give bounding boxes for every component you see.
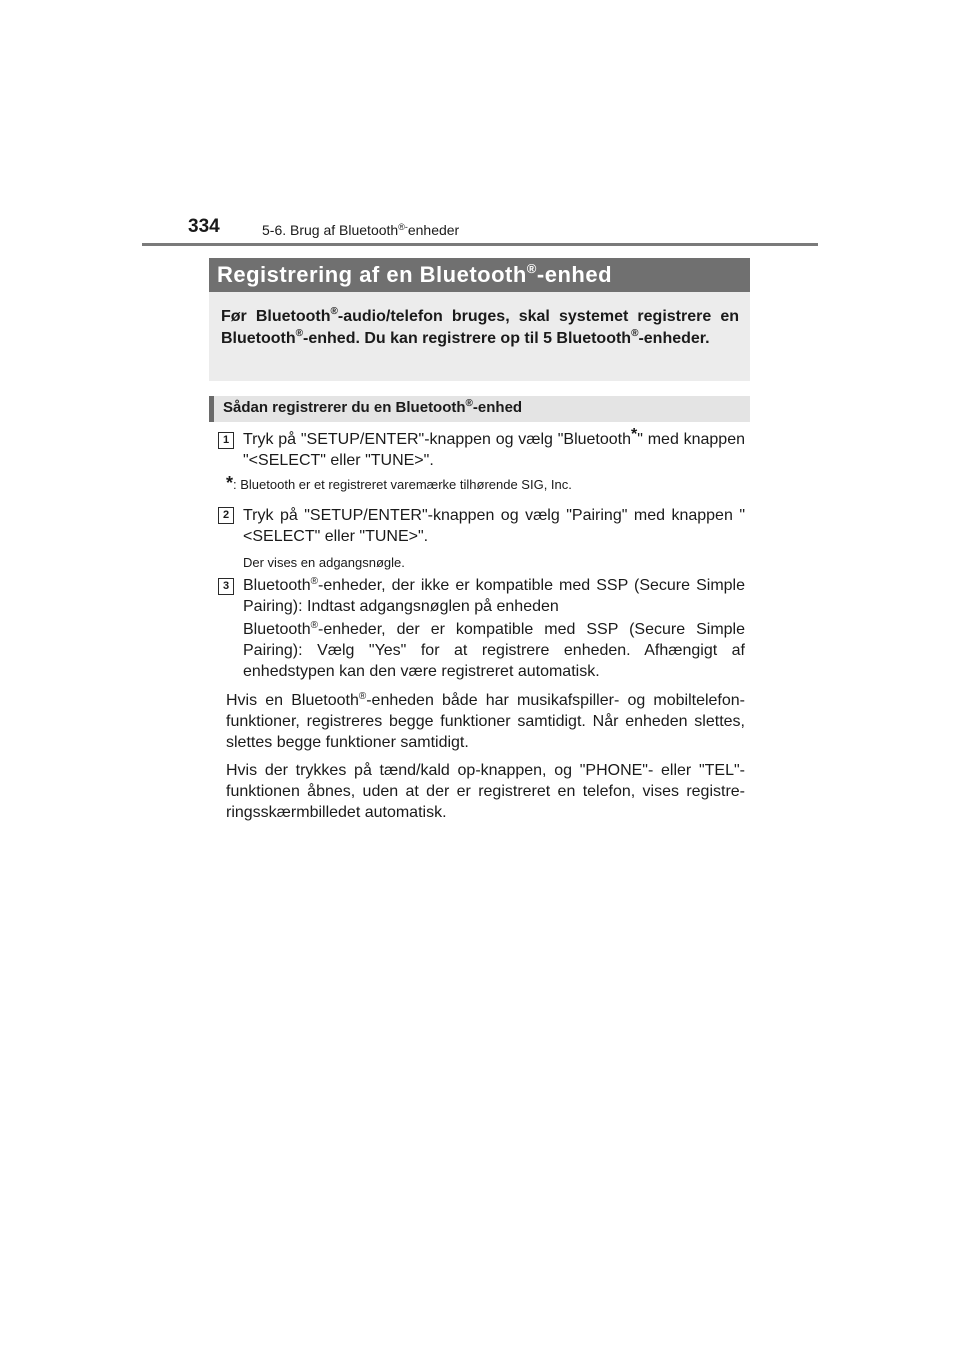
registered-mark: ® xyxy=(310,620,318,631)
page-number: 334 xyxy=(188,216,220,237)
step-number-3: 3 xyxy=(218,578,234,595)
subsection-title xyxy=(209,396,750,422)
section-title-suffix: -enhed xyxy=(536,262,613,287)
registered-mark: ® xyxy=(526,261,537,276)
section-title xyxy=(209,258,750,292)
breadcrumb-text: 5-6. Brug af Bluetooth xyxy=(262,222,399,238)
step-3-text-b-start: Bluetooth xyxy=(243,621,311,638)
registered-mark: ® xyxy=(631,328,639,339)
registered-mark: ® xyxy=(310,576,318,587)
footnote-marker: * xyxy=(226,473,234,493)
footnote xyxy=(226,473,572,494)
paragraph-1-end: -enheden både har musikafspiller- og mobiltelefon-funktioner, registreres begge funktioner samtidigt. Når enheden slettes, slettes begge funktioner samtidigt. xyxy=(226,692,746,751)
intro-text: -enhed. Du kan registrere op til 5 Bluetooth xyxy=(303,330,632,347)
registered-mark: ® xyxy=(295,328,304,339)
footnote-text: : Bluetooth er et registreret varemærke tilhørende SIG, Inc. xyxy=(233,477,572,492)
header-divider xyxy=(142,243,818,246)
footnote-marker: * xyxy=(631,426,638,443)
breadcrumb xyxy=(262,222,459,238)
step-3-text-b xyxy=(243,619,745,682)
registered-mark: ® xyxy=(465,398,473,409)
step-2-text: Tryk på "SETUP/ENTER"-knappen og vælg "Pairing" med knappen "<SELECT" eller "TUNE>". xyxy=(243,507,745,545)
section-title-text: Registrering af en Bluetooth xyxy=(217,262,527,287)
intro-text: Før Bluetooth xyxy=(221,308,331,325)
paragraph-1-start: Hvis en Bluetooth xyxy=(226,692,359,709)
intro-text: -enheder. xyxy=(638,330,710,347)
step-1-text xyxy=(243,426,746,471)
step-1-text-end: " med knappen "<SELECT" eller "TUNE>". xyxy=(243,431,746,469)
intro-box xyxy=(209,292,750,381)
registered-mark: ®- xyxy=(398,222,408,232)
step-1-text-start: Tryk på "SETUP/ENTER"-knappen og vælg "Bluetooth xyxy=(243,431,632,448)
paragraph-2: Hvis der trykkes på tænd/kald op-knappen, og "PHONE"- eller "TEL"-funktionen åbnes, uden at der er registreret en telefon, vises registre-ringsskærmbilledet automatisk. xyxy=(226,762,745,821)
step-3-text-a-end: -enheder, der ikke er kompatible med SSP (Secure Simple Pairing): Indtast adgangsnøglen på enheden xyxy=(243,577,745,615)
intro-text: -audio/telefon bruges, skal systemet registrere en Bluetooth xyxy=(221,308,739,347)
step-3-text-b-end: -enheder, der er kompatible med SSP (Secure Simple Pairing): Vælg "Yes" for at registrere enheden. Afhængigt af enhedstypen kan den være registreret automatisk. xyxy=(243,621,745,680)
registered-mark: ® xyxy=(330,306,338,317)
step-3-text-a-start: Bluetooth xyxy=(243,577,311,594)
paragraph-1 xyxy=(226,690,745,753)
subsection-title-text: Sådan registrerer du en Bluetooth xyxy=(223,399,466,416)
step-2-note: Der vises en adgangsnøgle. xyxy=(243,555,405,570)
step-number-2: 2 xyxy=(218,507,234,524)
step-3-text-a xyxy=(243,575,745,617)
step-number-1: 1 xyxy=(218,432,234,449)
registered-mark: ® xyxy=(358,691,367,702)
subsection-title-suffix: -enhed xyxy=(472,399,523,416)
breadcrumb-text-end: enheder xyxy=(407,222,460,238)
